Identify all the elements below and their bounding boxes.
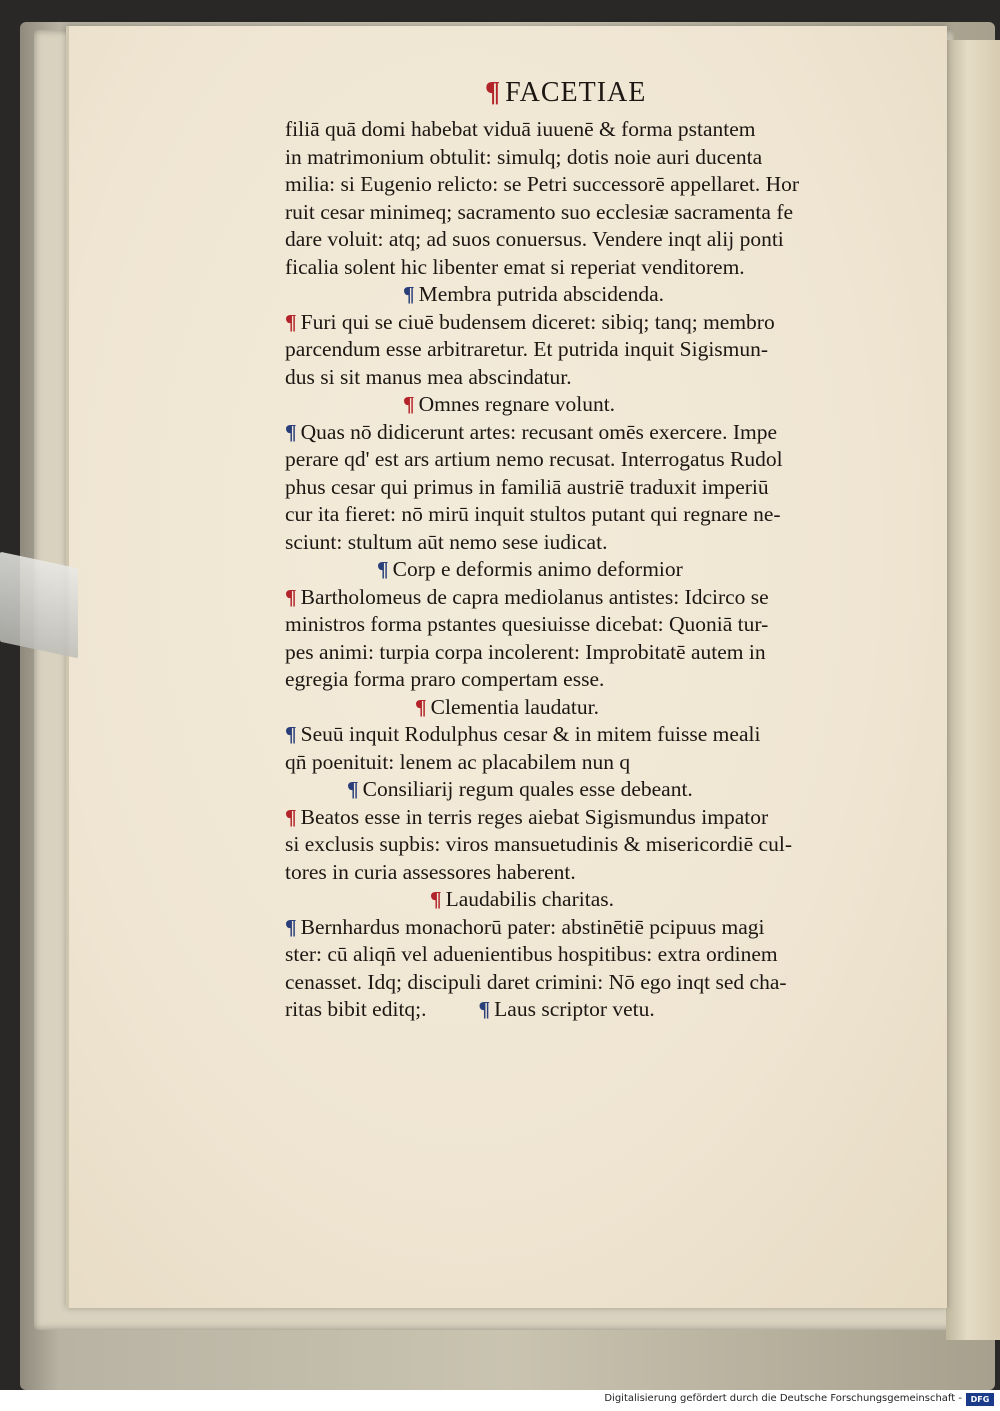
pilcrow-marker: ¶ xyxy=(430,887,442,911)
paragraph xyxy=(285,116,875,281)
text-line: egregia forma praro compertam esse. xyxy=(285,667,605,691)
text-line: ster: cū aliqn̄ vel aduenientibus hospitibus: extra ordinem xyxy=(285,942,778,966)
text-line: dare voluit: atq; ad suos conuersus. Vendere inqt alij ponti xyxy=(285,227,784,251)
paragraph xyxy=(285,584,875,694)
dfg-logo: DFG xyxy=(966,1393,994,1406)
pilcrow-marker: ¶ xyxy=(285,419,297,444)
text-line: phus cesar qui primus in familiā austriē traduxit imperiū xyxy=(285,474,769,499)
text-line: cur ita fieret: nō mirū inquit stultos putant qui regnare ne- xyxy=(285,502,781,526)
text-line: ¶ Quas nō didicerunt artes: recusant omēs exercere. Impe xyxy=(285,419,875,447)
text-line: dus si sit manus mea abscindatur. xyxy=(285,364,572,389)
pilcrow-marker: ¶ xyxy=(403,392,415,416)
footer-bar xyxy=(0,1390,1000,1411)
pilcrow-marker: ¶ xyxy=(285,804,297,829)
paragraph xyxy=(285,419,875,557)
pilcrow-marker: ¶ xyxy=(485,77,502,108)
text-line: sciunt: stultum aūt nemo sese iudicat. xyxy=(285,529,608,554)
text-line: milia: si Eugenio relicto: se Petri successorē appellaret. Hor xyxy=(285,172,800,196)
text-line: ¶ Beatos esse in terris reges aiebat Sigismundus impator xyxy=(285,804,875,832)
section-heading: ¶ Consiliarij regum quales esse debeant. xyxy=(285,776,875,804)
text-line: cenasset. Idq; discipuli daret crimini: Nō ego inqt sed cha- xyxy=(285,969,787,994)
pilcrow-marker: ¶ xyxy=(285,914,297,939)
pilcrow-marker: ¶ xyxy=(347,777,359,801)
text-line: tores in curia assessores haberent. xyxy=(285,859,576,884)
section-heading: ¶ Clementia laudatur. xyxy=(285,694,875,722)
section-heading: ¶ Omnes regnare volunt. xyxy=(285,391,875,419)
closing-text: ritas bibit editq;. xyxy=(285,997,427,1021)
section-heading: ¶ Corp e deformis animo deformior xyxy=(285,556,875,584)
running-head-title: FACETIAE xyxy=(505,77,647,108)
text-line: in matrimonium obtulit: simulq; dotis noie auri ducenta xyxy=(285,144,763,169)
text-line: ¶ Bartholomeus de capra mediolanus antistes: Idcirco se xyxy=(285,584,875,612)
page-clip xyxy=(0,552,78,659)
paragraph xyxy=(285,914,875,1024)
text-line xyxy=(285,996,875,1024)
page-text xyxy=(285,70,875,1024)
running-head xyxy=(485,70,875,116)
pilcrow-marker: ¶ xyxy=(415,694,427,719)
pilcrow-marker: ¶ xyxy=(285,722,297,746)
facing-page-edge xyxy=(946,40,1000,1340)
paragraph xyxy=(285,804,875,887)
text-line: filiā quā domi habebat viduā iuuenē & forma pstantem xyxy=(285,117,756,141)
text-line: si exclusis supbis: viros mansuetudinis & misericordiē cul- xyxy=(285,832,792,856)
pilcrow-marker: ¶ xyxy=(285,584,297,609)
text-line: ruit cesar minimeq; sacramento suo ecclesiæ sacramenta fe xyxy=(285,199,794,224)
trailing-heading: ¶ Laus scriptor vetu. xyxy=(479,996,655,1024)
paragraph xyxy=(285,309,875,392)
text-line: pes animi: turpia corpa incolerent: Improbitatē autem in xyxy=(285,639,766,664)
funding-notice: Digitalisierung gefördert durch die Deutsche Forschungsgemeinschaft - xyxy=(604,1393,962,1404)
text-line: qn̄ poenituit: lenem ac placabilem nun q xyxy=(285,749,631,774)
text-line: perare qd' est ars artium nemo recusat. Interrogatus Rudol xyxy=(285,447,783,471)
text-line: ¶ Bernhardus monachorū pater: abstinētiē pcipuus magi xyxy=(285,914,875,942)
section-heading: ¶ Laudabilis charitas. xyxy=(285,886,875,914)
text-line: ficalia solent hic libenter emat si reperiat venditorem. xyxy=(285,254,745,279)
pilcrow-marker: ¶ xyxy=(377,557,389,581)
pilcrow-marker: ¶ xyxy=(403,282,415,306)
pilcrow-marker: ¶ xyxy=(478,997,491,1021)
section-heading: ¶ Membra putrida abscidenda. xyxy=(285,281,875,309)
text-line: parcendum esse arbitraretur. Et putrida inquit Sigismun- xyxy=(285,337,769,361)
pilcrow-marker: ¶ xyxy=(285,309,297,334)
paragraph xyxy=(285,721,875,776)
text-line: ministros forma pstantes quesiuisse dicebat: Quoniā tur- xyxy=(285,612,769,636)
text-line: ¶ Seuū inquit Rodulphus cesar & in mitem fuisse meali xyxy=(285,721,875,749)
text-line: ¶ Furi qui se ciuē budensem diceret: sibiq; tanq; membro xyxy=(285,309,875,337)
